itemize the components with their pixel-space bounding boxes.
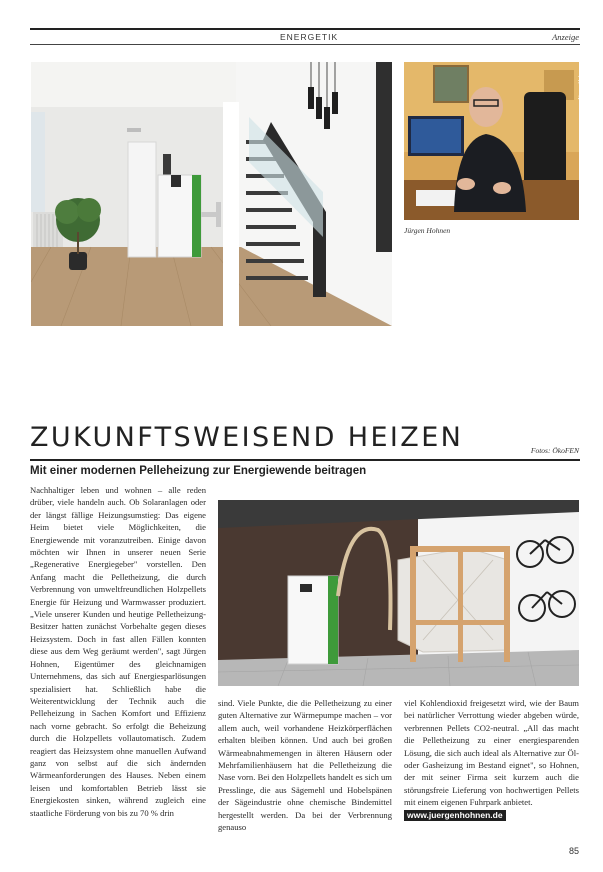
room-illustration: [31, 62, 392, 326]
column-1-text: Nachhaltiger leben und wohnen – alle reden drüber, viele handeln auch. Ob Solaranlagen oder der längst fällige Heizungsumstieg: Das eigene Heim bietet viele Möglichkeiten, die Energiewende mit voranzutreiben. Einige davon möchten wir Ihnen in unserer neuen Serie „Regenerative Energiegeber" vorstellen. Den Anfang macht die Pelletheizung, die durch Verbrennung von umweltfreundlichen Holzpellets Energie für Heizung und Warmwasser produziert. „Viele unserer Kunden und heutige Pelletheizung-Besitzer hatten zunächst Vorbehalte gegen dieses Heizsystem. Doch in fast allen Fällen konnten diese aus dem Weg geräumt werden", sagt Jürgen Hohnen, Eigentümer des gleichnamigen Unternehmens, das sich auf Energiesparlösungen spezialisiert hat. Schließlich habe die Weiterentwicklung der Technik auch die Pelleheizung in Sachen Komfort und Effizienz nach vorne gebracht. So erfolgt die Beheizung durch die Holzpellets vollautomatisch. Zudem reagiert das Heizsystem ohne manuellen Aufwand ganz von selbst auf die sich ändernden Wärmeanforderungen des Hauses. Neben einem leisen und komfortablen Betrieb lässt sie Energiekosten sinken, während zugleich eine staatliche Förderung von bis zu 70 % drin: [30, 485, 206, 818]
website-link[interactable]: www.juergenhohnen.de: [404, 810, 506, 821]
article-subtitle: Mit einer modernen Pelleheizung zur Energiewende beitragen: [30, 465, 367, 477]
portrait-credit: © Jürgen Hohnen: [578, 66, 584, 108]
article-column-1: [30, 484, 206, 819]
section-label: ENERGETIK: [280, 32, 339, 42]
page-number: 85: [568, 846, 579, 856]
installation-illustration: [218, 500, 579, 686]
header-rule-top: [30, 28, 580, 30]
article-column-2: [218, 697, 392, 833]
portrait-illustration: [404, 62, 579, 220]
title-rule: [30, 459, 580, 461]
column-2-text: sind. Viele Punkte, die die Pelletheizung zu einer guten Alternative zur Wärmepumpe machen – vor allem auch, weil vorhandene Heizkörperflächen erhalten bleiben können. Und auch bei großen Wärmeabnahmemengen in älteren Häusern oder Mehrfamilienhäusern hat die Pelletheizung die Nase vorn. Bei den Holzpellets handelt es sich um Presslinge, die aus Sägemehl und Hobelspänen der Sägeindustrie ohne chemische Bindemittel hergestellt werden. Da bei der Verbrennung genauso: [218, 698, 392, 833]
portrait-caption: Jürgen Hohnen: [404, 226, 451, 235]
article-column-3: [404, 697, 579, 821]
advert-tag: Anzeige: [552, 32, 579, 42]
photo-credit: Fotos: ÖkoFEN: [530, 446, 579, 455]
header-rule-bottom: [30, 44, 580, 45]
portrait-photo: [404, 62, 579, 220]
column-3-text: viel Kohlendioxid freigesetzt wird, wie der Baum bei natürlicher Verrottung wieder abgeben würde, verbrennen Pellets CO2-neutral. „All das macht die Pelletheizung zu einer energiesparenden Lösung, die sich auch ideal als Alternative zur Öl- oder Gasheizung im Bestand eignet", so Hohnen, der mit seiner Firma seit kurzem auch die störungsfreie Lieferung von hochwertigen Pellets mit einem eigenen Fuhrpark anbietet.: [404, 698, 579, 808]
room-photo: [31, 62, 392, 326]
article-title: ZUKUNFTSWEISEND HEIZEN: [30, 422, 464, 453]
installation-photo: [218, 500, 579, 686]
